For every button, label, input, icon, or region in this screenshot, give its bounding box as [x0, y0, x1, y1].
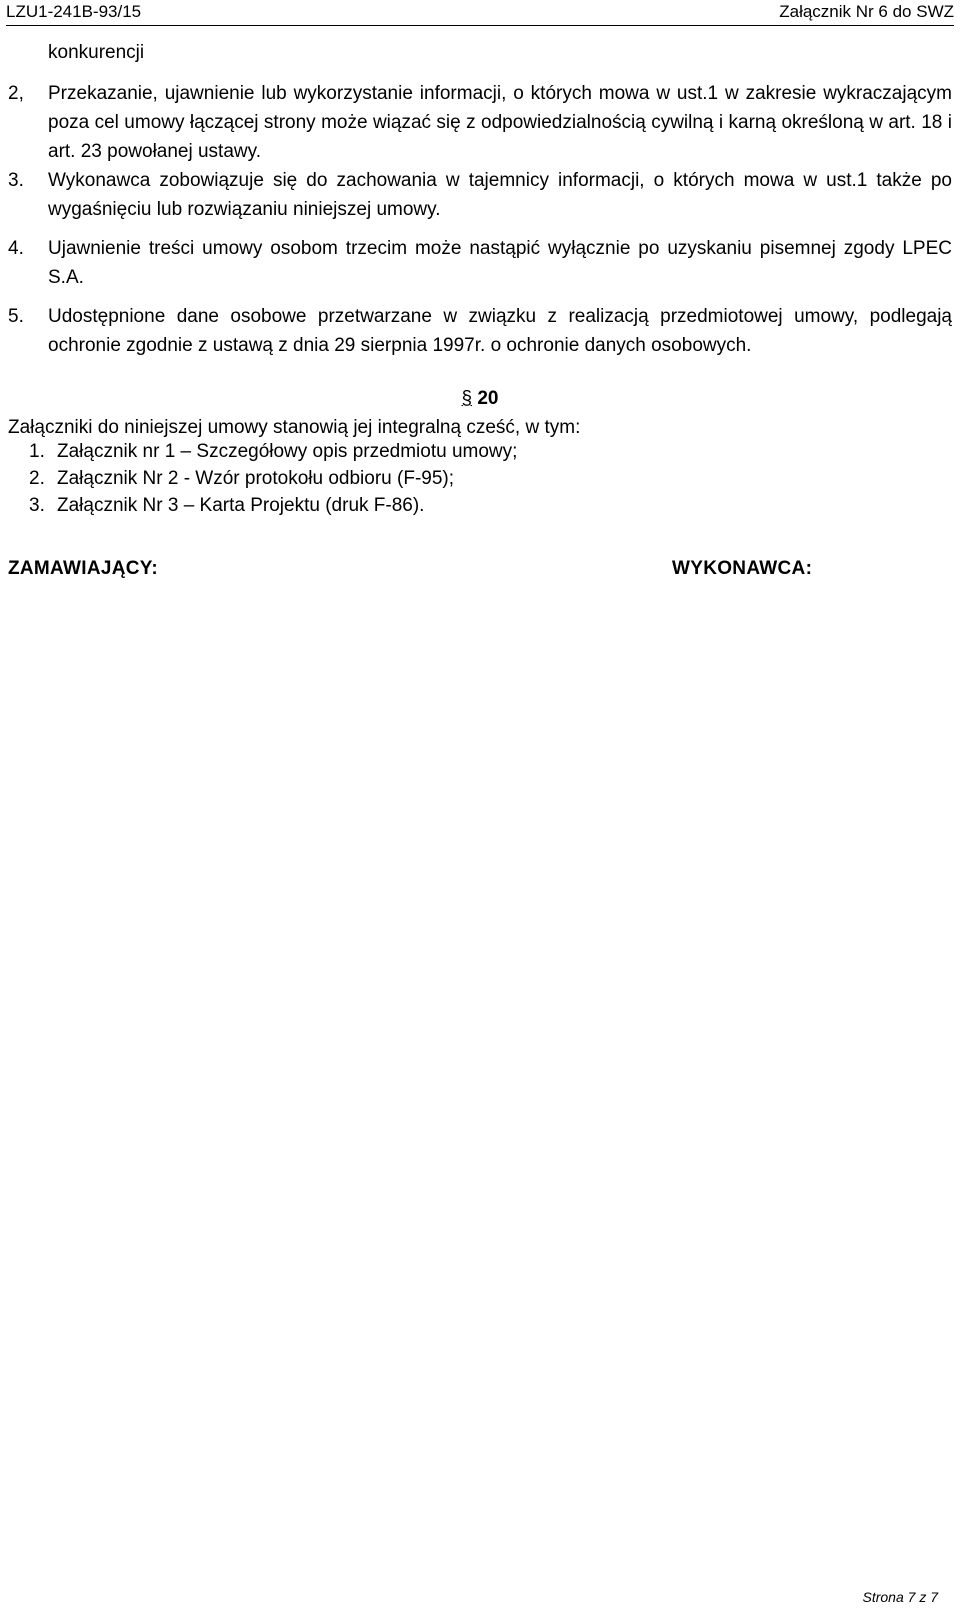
- annex-intro: Załączniki do niniejszej umowy stanowią jej integralną cześć, w tym:: [8, 417, 581, 438]
- annex-text: Załącznik Nr 3 – Karta Projektu (druk F-86).: [57, 495, 425, 516]
- document-reference: LZU1-241B-93/15: [6, 2, 142, 21]
- continuation-text: konkurencji: [48, 42, 145, 63]
- annex-item: [29, 491, 424, 520]
- header-divider: [6, 25, 954, 26]
- signature-contractor: WYKONAWCA:: [672, 558, 813, 579]
- page-header: [6, 0, 954, 24]
- annex-item: [29, 437, 517, 466]
- annex-number: 1.: [29, 441, 45, 462]
- section-symbol: §: [461, 388, 473, 409]
- annex-number: 3.: [29, 495, 45, 516]
- point-number: 2,: [8, 83, 24, 104]
- section-number: 20: [477, 388, 499, 409]
- section-heading: [0, 385, 960, 413]
- annex-number: 2.: [29, 468, 45, 489]
- point-text: Udostępnione dane osobowe przetwarzane w związku z realizacją przedmiotowej umowy, podlegają ochronie zgodnie z ustawą z dnia 29 sierpnia 1997r. o ochronie danych osobowych.: [48, 306, 952, 356]
- signature-orderer: ZAMAWIAJĄCY:: [8, 558, 158, 579]
- page-number: Strona 7 z 7: [862, 1589, 938, 1605]
- point-number: 5.: [8, 306, 24, 327]
- point-text: Wykonawca zobowiązuje się do zachowania w tajemnicy informacji, o których mowa w ust.1 także po wygaśnięciu lub rozwiązaniu niniejszej umowy.: [48, 170, 952, 220]
- point-number: 3.: [8, 170, 24, 191]
- annex-text: Załącznik nr 1 – Szczegółowy opis przedmiotu umowy;: [57, 441, 518, 462]
- annex-reference: Załącznik Nr 6 do SWZ: [779, 2, 954, 21]
- annex-text: Załącznik Nr 2 - Wzór protokołu odbioru (F-95);: [57, 468, 455, 489]
- point-text: Ujawnienie treści umowy osobom trzecim może nastąpić wyłącznie po uzyskaniu pisemnej zgody LPEC S.A.: [48, 238, 952, 288]
- point-number: 4.: [8, 238, 24, 259]
- point-text: Przekazanie, ujawnienie lub wykorzystanie informacji, o których mowa w ust.1 w zakresie wykraczającym poza cel umowy łączącej strony może wiązać się z odpowiedzialnością cywilną i karną określoną w art. 18 i art. 23 powołanej ustawy.: [48, 83, 952, 162]
- annex-item: [29, 464, 454, 493]
